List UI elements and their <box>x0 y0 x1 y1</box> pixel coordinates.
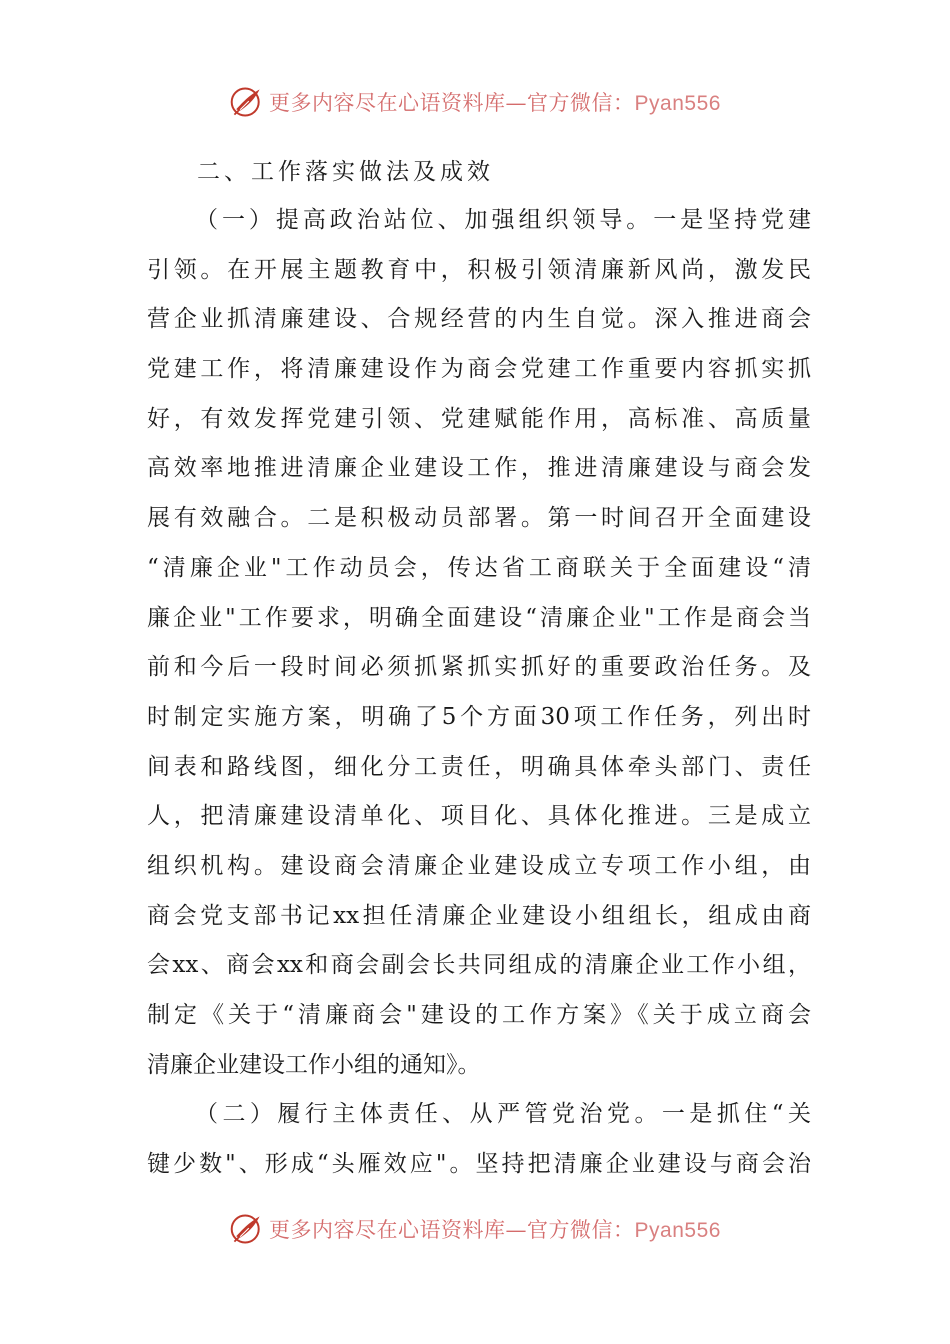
text-line: 键少数"、形成“头雁效应"。坚持把清廉企业建设与商会治 <box>147 1151 811 1178</box>
header-banner <box>0 82 950 122</box>
text-line: 人，把清廉建设清单化、项目化、具体化推进。三是成立 <box>147 803 811 830</box>
wechat-account: Pyan556 <box>634 1219 721 1242</box>
text-line: 组织机构。建设商会清廉企业建设成立专项工作小组，由 <box>147 852 811 879</box>
text-line: 好，有效发挥党建引领、党建赋能作用，高标准、高质量 <box>147 405 811 432</box>
quill-logo-icon <box>229 1211 265 1247</box>
text-line: 高效率地推进清廉企业建设工作，推进清廉建设与商会发 <box>147 455 811 482</box>
text-line: 展有效融合。二是积极动员部署。第一时间召开全面建设 <box>147 505 811 532</box>
document-body <box>147 148 811 1190</box>
text-line: 引领。在开展主题教育中，积极引领清廉新风尚，激发民 <box>147 256 811 283</box>
paragraph-1 <box>147 196 811 1090</box>
text-line: （二）履行主体责任、从严管党治党。一是抓住“关 <box>195 1101 811 1128</box>
banner-text: 更多内容尽在心语资料库—官方微信：Pyan556 <box>269 91 721 115</box>
quill-logo-icon <box>229 84 265 120</box>
text-line: 前和今后一段时间必须抓紧抓实抓好的重要政治任务。及 <box>147 654 811 681</box>
section-heading: 二、工作落实做法及成效 <box>197 159 494 185</box>
text-line: 廉企业"工作要求，明确全面建设“清廉企业"工作是商会当 <box>147 604 811 631</box>
text-line: 营企业抓清廉建设、合规经营的内生自觉。深入推进商会 <box>147 306 811 333</box>
text-line: 时制定实施方案，明确了5个方面30项工作任务，列出时 <box>147 703 811 730</box>
text-line: 党建工作，将清廉建设作为商会党建工作重要内容抓实抓 <box>147 356 811 383</box>
text-line: （一）提高政治站位、加强组织领导。一是坚持党建 <box>195 207 811 233</box>
text-line: 清廉企业建设工作小组的通知》。 <box>147 1051 481 1078</box>
text-line: 间表和路线图，细化分工责任，明确具体牵头部门、责任 <box>147 753 811 780</box>
text-line: 商会党支部书记xx担任清廉企业建设小组组长，组成由商 <box>147 902 811 929</box>
text-line: 会xx、商会xx和商会副会长共同组成的清廉企业工作小组， <box>147 952 811 979</box>
footer-banner <box>0 1209 950 1249</box>
wechat-account: Pyan556 <box>634 92 721 115</box>
text-line: “清廉企业"工作动员会，传达省工商联关于全面建设“清 <box>147 554 811 581</box>
text-line: 制定《关于“清廉商会"建设的工作方案》《关于成立商会 <box>147 1002 811 1028</box>
paragraph-2 <box>147 1090 811 1189</box>
banner-text: 更多内容尽在心语资料库—官方微信：Pyan556 <box>269 1218 721 1242</box>
